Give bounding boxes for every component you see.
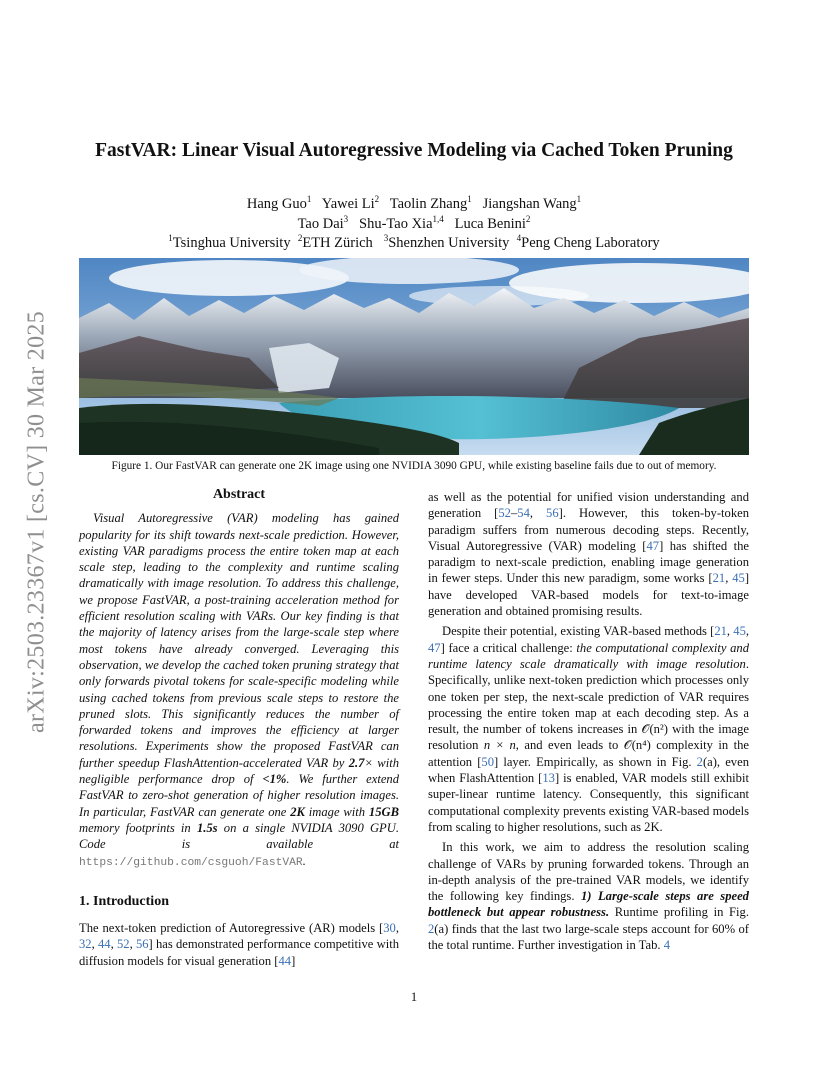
figure-link[interactable]: 2	[696, 754, 703, 769]
affil-index: 2	[297, 233, 303, 243]
abstract-text: × with negligible performance drop of	[79, 755, 399, 787]
author-affil: 2	[374, 194, 380, 204]
math-expr: 𝒪(n²)	[641, 722, 668, 737]
abstract-emph: 2K	[290, 804, 305, 819]
body-text: complexity in the attention [	[428, 738, 749, 769]
body-text: ] face a critical challenge:	[440, 640, 577, 655]
body-text: , and even leads to	[515, 738, 624, 753]
body-text: ] is enabled, VAR models still exhibit super-linear runtime latency. Consequently, this significant computational complexity prevents existing VAR-based models from scaling to higher resolutions, such as 2K.	[428, 771, 749, 834]
citation-link[interactable]: 21	[712, 571, 726, 586]
table-link[interactable]: 4	[663, 938, 670, 953]
author-name: Shu-Tao Xia	[359, 215, 433, 232]
affil-name: ETH Zürich	[302, 234, 373, 251]
math-expr: n × n	[483, 738, 516, 753]
body-paragraph-3	[428, 839, 749, 953]
authors-line-1	[60, 194, 768, 213]
body-text: ] layer. Empirically, as shown in Fig.	[494, 754, 697, 769]
body-text: (a) finds that the last two large-scale steps account for 60% of the total runtime. Further investigation in Tab.	[428, 921, 749, 953]
body-text: with the image resolution	[428, 722, 749, 753]
left-column	[79, 487, 399, 969]
body-text: In this work, we aim to address the resolution scaling challenge of VARs by pruning forwarded tokens. Through an in-depth analysis of the pre-trained VAR models, we identify the following key findings.	[428, 840, 749, 904]
abstract-text: memory footprints in	[79, 820, 191, 835]
abstract-heading: Abstract	[212, 487, 266, 502]
body-text: ,	[725, 571, 733, 586]
abstract-text: .	[302, 853, 306, 868]
abstract-emph: 1.5s	[196, 820, 218, 835]
affil-index: 1	[168, 233, 173, 243]
abstract-body	[79, 510, 399, 871]
intro-text: ,	[91, 937, 98, 952]
abstract-emph: 15GB	[368, 804, 399, 819]
intro-text: ,	[110, 937, 117, 952]
author-name: Hang Guo	[246, 195, 307, 212]
section-heading-introduction: 1. Introduction	[79, 893, 169, 909]
author-name: Yawei Li	[321, 195, 375, 212]
body-text: ,	[529, 506, 547, 521]
author-affil: 1	[467, 194, 472, 204]
figure-link[interactable]: 2	[428, 921, 435, 936]
citation-link[interactable]: 21	[714, 624, 727, 639]
body-text: –	[510, 506, 518, 521]
abstract-text: on a single NVIDIA 3090 GPU. Code is available at	[79, 820, 399, 852]
body-text: ] have developed VAR-based models for text-to-image generation and obtained promising results.	[428, 571, 750, 619]
body-paragraph-1	[428, 489, 749, 619]
author-affil: 1,4	[432, 214, 444, 224]
citation-link[interactable]: 52	[116, 937, 130, 952]
body-text: ]. However, this token-by-token paradigm suffers from numerous decoding steps. Recently, Visual Autoregressive (VAR) modeling [	[428, 506, 749, 553]
citation-link[interactable]: 56	[546, 506, 559, 521]
citation-link[interactable]: 50	[481, 754, 494, 769]
paper-title: FastVAR: Linear Visual Autoregressive Modeling via Cached Token Pruning	[95, 140, 733, 161]
affil-name: Shenzhen University	[388, 234, 510, 251]
citation-link[interactable]: 32	[79, 937, 92, 952]
citation-link[interactable]: 52	[498, 506, 511, 521]
affil-index: 3	[383, 233, 389, 243]
citation-link[interactable]: 30	[383, 921, 396, 936]
author-affil: 3	[343, 214, 349, 224]
citation-link[interactable]: 44	[97, 937, 111, 952]
body-text: ] has shifted the paradigm to next-scale prediction, enabling image generation in fewer steps. Under this new paradigm, some works [	[428, 538, 749, 586]
author-name: Jiangshan Wang	[482, 195, 577, 212]
code-link[interactable]: https://github.com/csguoh/FastVAR	[79, 856, 303, 869]
citation-link[interactable]: 44	[278, 953, 292, 968]
intro-text: ,	[129, 937, 136, 952]
body-text: Despite their potential, existing VAR-based methods [	[442, 624, 715, 639]
author-affil: 1	[576, 194, 582, 204]
affil-index: 4	[516, 233, 522, 243]
author-name: Taolin Zhang	[389, 195, 468, 212]
figure-1-landscape-image	[79, 258, 749, 455]
author-affil: 2	[525, 214, 531, 224]
authors-line-2	[60, 214, 768, 233]
body-text: ,	[745, 624, 750, 639]
abstract-text: . We further extend FastVAR to zero-shot generation of higher resolution images. In particular, FastVAR can generate one	[79, 772, 400, 819]
figure-caption: Figure 1. Our FastVAR can generate one 2K image using one NVIDIA 3090 GPU, while existing baseline fails due to out of memory.	[111, 460, 717, 472]
math-expr: 𝒪(n⁴)	[623, 738, 651, 753]
author-name: Luca Benini	[454, 215, 526, 232]
abstract-emph: <1%	[262, 772, 287, 787]
body-text: . Specifically, unlike next-token prediction which processes only one token per step, the next-scale prediction of VAR requires processing the entire token map at each decoding step. As a result, the number of tokens increases in	[428, 656, 749, 737]
intro-text: ]	[291, 953, 296, 968]
citation-link[interactable]: 13	[542, 771, 555, 786]
intro-text: The next-token prediction of Autoregressive (AR) models [	[79, 921, 384, 936]
abstract-emph: 2.7	[348, 755, 365, 770]
citation-link[interactable]: 47	[646, 538, 660, 553]
arxiv-id-text: arXiv:2503.23367v1 [cs.CV] 30 Mar 2025	[23, 310, 50, 734]
arxiv-identifier	[14, 282, 60, 762]
citation-link[interactable]: 54	[517, 506, 530, 521]
intro-text: ,	[395, 921, 399, 936]
citation-link[interactable]: 45	[732, 571, 745, 586]
author-name: Tao Dai	[297, 215, 344, 232]
affil-name: Peng Cheng Laboratory	[521, 234, 660, 251]
body-emph: 1) Large-scale steps are speed bottleneck but appear robustness.	[428, 889, 749, 920]
intro-text: ] has demonstrated performance competitive with diffusion models for visual generation [	[79, 937, 400, 968]
body-text: (a), even when FlashAttention [	[428, 754, 749, 786]
body-paragraph-2	[428, 623, 749, 835]
body-text: ,	[726, 624, 734, 639]
right-column	[428, 489, 749, 953]
body-text: as well as the potential for unified vision understanding and generation [	[428, 490, 749, 521]
citation-link[interactable]: 47	[428, 640, 441, 655]
citation-link[interactable]: 56	[135, 937, 149, 952]
body-text: Runtime profiling in Fig.	[609, 905, 749, 920]
intro-paragraph	[79, 920, 399, 969]
abstract-text: image with	[308, 804, 366, 819]
citation-link[interactable]: 45	[733, 624, 746, 639]
affil-name: Tsinghua University	[172, 234, 291, 251]
abstract-text: Visual Autoregressive (VAR) modeling has gained popularity for its shift towards next-scale prediction. However, existing VAR paradigms process the entire token map at each scale step, leading to the complexity and runtime scaling dramatically with image resolution. To address this challenge, we propose FastVAR, a post-training acceleration method for efficient resolution scaling with VARs. Our key finding is that the majority of latency arises from the large-scale step where most tokens have already converged. Leveraging this observation, we develop the cached token pruning strategy that only forwards pivotal tokens for scale-specific modeling while using cached tokens from previous scale steps to restore the pruned slots. This significantly reduces the number of forwarded tokens and improves the efficiency at larger resolutions. Experiments show the proposed FastVAR can further speedup FlashAttention-accelerated VAR by	[79, 511, 399, 770]
affiliations	[60, 233, 768, 252]
body-emph: the computational complexity and runtime latency scale dramatically with image resolution	[428, 640, 749, 671]
page-number: 1	[410, 990, 418, 1004]
author-affil: 1	[306, 194, 312, 204]
